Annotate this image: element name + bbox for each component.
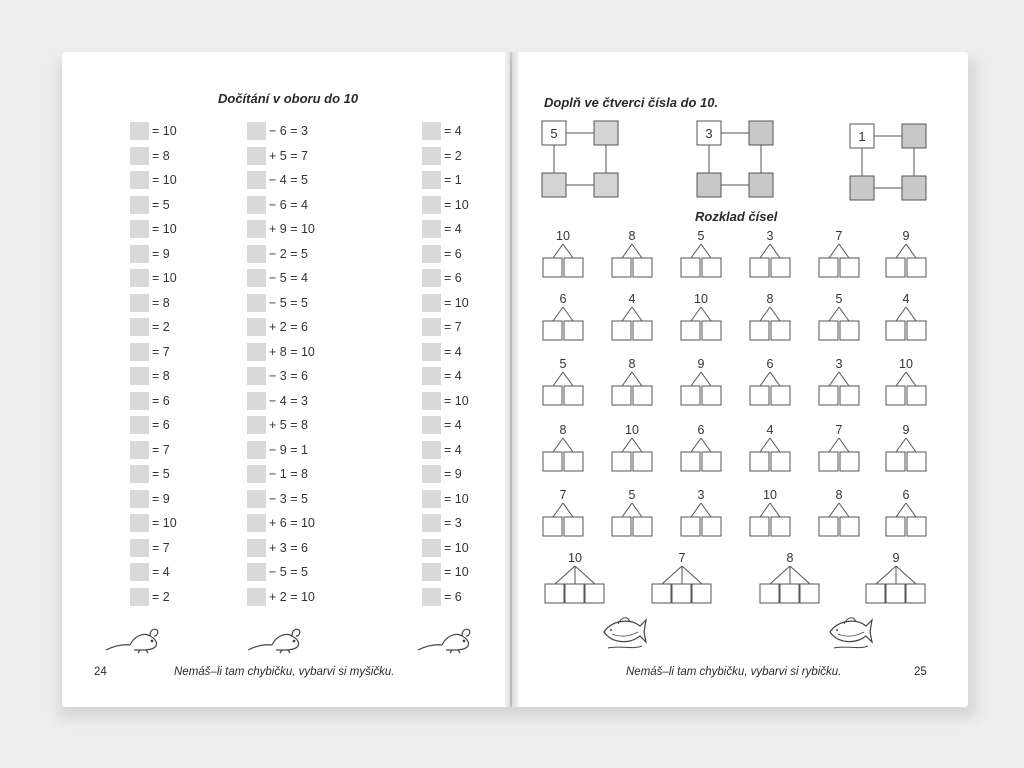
- decomposition-number: 5: [697, 229, 705, 243]
- decomposition-number: 4: [902, 292, 910, 306]
- square-number: 1: [858, 129, 866, 144]
- answer-box-right[interactable]: [633, 321, 652, 340]
- answer-box-right[interactable]: [840, 517, 859, 536]
- answer-box-left[interactable]: [681, 386, 700, 405]
- left-page-footer: Nemáš–li tam chybičku, vybarvi si myšičku.: [174, 666, 395, 678]
- answer-box[interactable]: [565, 584, 584, 603]
- answer-box-right[interactable]: [907, 452, 926, 471]
- equation-suffix: = 4: [444, 418, 462, 432]
- answer-box-left[interactable]: [750, 321, 769, 340]
- decomposition-tree: [886, 357, 926, 405]
- decomposition-number: 9: [902, 229, 910, 243]
- answer-box-right[interactable]: [771, 258, 790, 277]
- answer-box-left[interactable]: [612, 452, 631, 471]
- equation-suffix: = 10: [152, 124, 177, 138]
- equation-suffix: = 10: [152, 173, 177, 187]
- answer-box-left[interactable]: [612, 517, 631, 536]
- answer-box-right[interactable]: [840, 386, 859, 405]
- decomposition-number: 7: [835, 423, 843, 437]
- equation-suffix: = 6: [152, 393, 170, 408]
- answer-box[interactable]: [545, 584, 564, 603]
- decomposition-tree: [886, 488, 926, 536]
- fish-icon[interactable]: [830, 618, 872, 648]
- answer-box-right[interactable]: [633, 517, 652, 536]
- answer-box[interactable]: [760, 584, 779, 603]
- equation-suffix: − 2 = 5: [269, 246, 308, 261]
- equation-suffix: = 10: [152, 222, 177, 236]
- equation-suffix: = 6: [152, 418, 170, 432]
- equation-suffix: = 2: [152, 320, 170, 334]
- answer-box-right[interactable]: [702, 386, 721, 405]
- answer-box-left[interactable]: [886, 452, 905, 471]
- decomposition-number: 4: [766, 423, 774, 437]
- equation-suffix: − 5 = 5: [269, 295, 308, 310]
- right-page-footer: Nemáš–li tam chybičku, vybarvi si rybičku.: [626, 666, 842, 678]
- triple-decomposition-tree: [652, 551, 711, 603]
- answer-box-right[interactable]: [771, 321, 790, 340]
- answer-box-left[interactable]: [886, 321, 905, 340]
- decomposition-tree: [612, 229, 652, 277]
- equation-suffix: = 10: [444, 540, 469, 555]
- equation-suffix: − 4 = 3: [269, 393, 308, 408]
- answer-box-right[interactable]: [633, 258, 652, 277]
- equation-suffix: = 8: [152, 369, 170, 383]
- equation-suffix: − 3 = 6: [269, 369, 308, 383]
- equation-suffix: − 5 = 4: [269, 271, 308, 285]
- decomposition-number: 5: [559, 357, 567, 371]
- answer-box-left[interactable]: [543, 517, 562, 536]
- triple-decomposition-tree: [866, 551, 925, 603]
- decomposition-tree: [819, 423, 859, 471]
- decomposition-number: 7: [678, 551, 686, 565]
- answer-box-left[interactable]: [886, 517, 905, 536]
- answer-box-left[interactable]: [750, 452, 769, 471]
- answer-box[interactable]: [672, 584, 691, 603]
- decomposition-number: 3: [697, 488, 705, 502]
- decomposition-number: 6: [902, 488, 910, 502]
- equation-suffix: + 9 = 10: [269, 222, 315, 236]
- decomposition-number: 7: [835, 229, 843, 243]
- decomposition-number: 9: [892, 551, 900, 565]
- decomposition-number: 10: [625, 423, 639, 437]
- decomposition-tree: [543, 229, 583, 277]
- equation-suffix: = 4: [444, 124, 462, 138]
- answer-box-left[interactable]: [681, 517, 700, 536]
- decomposition-number: 6: [559, 292, 567, 306]
- left-page-number: 24: [94, 666, 107, 678]
- decomposition-tree: [886, 229, 926, 277]
- decomposition-tree: [819, 229, 859, 277]
- decomposition-tree: [681, 488, 721, 536]
- decomposition-tree: [612, 357, 652, 405]
- decomposition-tree: [543, 292, 583, 340]
- decomposition-number: 8: [559, 423, 567, 437]
- square-puzzle: [542, 121, 618, 197]
- answer-box-left[interactable]: [681, 321, 700, 340]
- decomposition-tree: [681, 229, 721, 277]
- equation-suffix: = 2: [444, 148, 462, 163]
- answer-square[interactable]: [902, 124, 926, 148]
- answer-box-left[interactable]: [819, 258, 838, 277]
- decomposition-tree: [543, 357, 583, 405]
- answer-box-right[interactable]: [840, 452, 859, 471]
- decomposition-number: 5: [835, 292, 843, 306]
- decomposition-tree: [750, 357, 790, 405]
- answer-box-left[interactable]: [543, 386, 562, 405]
- decomposition-number: 7: [559, 488, 567, 502]
- decomposition-number: 8: [628, 229, 636, 243]
- equation-suffix: + 2 = 10: [269, 589, 315, 604]
- answer-box-right[interactable]: [702, 517, 721, 536]
- equation-suffix: = 4: [444, 442, 462, 457]
- answer-box-right[interactable]: [702, 452, 721, 471]
- equation-suffix: = 4: [152, 565, 170, 579]
- equation-suffix: = 2: [152, 589, 170, 604]
- decomposition-tree: [750, 488, 790, 536]
- answer-box[interactable]: [906, 584, 925, 603]
- decomposition-number: 8: [835, 488, 843, 502]
- decomposition-tree: [681, 423, 721, 471]
- answer-box-left[interactable]: [750, 517, 769, 536]
- answer-box-left[interactable]: [681, 452, 700, 471]
- equation-suffix: = 8: [152, 148, 170, 163]
- answer-square[interactable]: [594, 173, 618, 197]
- answer-box[interactable]: [692, 584, 711, 603]
- equation-suffix: = 10: [444, 565, 469, 579]
- answer-box-right[interactable]: [907, 258, 926, 277]
- decomposition-number: 10: [763, 488, 777, 502]
- answer-square[interactable]: [749, 173, 773, 197]
- equation-suffix: = 9: [152, 491, 170, 506]
- answer-box-right[interactable]: [702, 321, 721, 340]
- equation-suffix: = 4: [444, 369, 462, 383]
- equation-suffix: = 7: [152, 540, 170, 555]
- decomposition-tree: [750, 292, 790, 340]
- equation-suffix: = 7: [152, 442, 170, 457]
- equation-suffix: = 7: [152, 344, 170, 359]
- equation-suffix: = 1: [444, 173, 462, 187]
- answer-box-left[interactable]: [750, 386, 769, 405]
- equation-suffix: = 4: [444, 344, 462, 359]
- answer-box-right[interactable]: [633, 386, 652, 405]
- decomposition-tree: [819, 488, 859, 536]
- answer-box-left[interactable]: [543, 321, 562, 340]
- decomposition-number: 3: [766, 229, 774, 243]
- square-puzzle: [850, 124, 926, 200]
- square-number: 3: [705, 126, 713, 141]
- decomposition-tree: [886, 292, 926, 340]
- equation-suffix: = 10: [444, 393, 469, 408]
- equation-suffix: + 5 = 7: [269, 148, 308, 163]
- answer-box-right[interactable]: [907, 517, 926, 536]
- equation-suffix: = 7: [444, 320, 462, 334]
- equation-suffix: = 10: [152, 271, 177, 285]
- answer-box[interactable]: [585, 584, 604, 603]
- answer-box-left[interactable]: [612, 321, 631, 340]
- fish-icon[interactable]: [604, 618, 646, 648]
- answer-box-right[interactable]: [771, 452, 790, 471]
- answer-square[interactable]: [850, 176, 874, 200]
- equation-suffix: = 9: [444, 467, 462, 481]
- equation-suffix: + 3 = 6: [269, 540, 308, 555]
- answer-box-left[interactable]: [886, 258, 905, 277]
- equation-suffix: = 6: [444, 589, 462, 604]
- equation-suffix: + 8 = 10: [269, 344, 315, 359]
- decomposition-tree: [681, 292, 721, 340]
- right-page-title: Doplň ve čtverci čísla do 10.: [544, 95, 719, 110]
- answer-box-right[interactable]: [771, 386, 790, 405]
- answer-box-right[interactable]: [564, 517, 583, 536]
- equation-suffix: = 4: [444, 222, 462, 236]
- equation-suffix: = 8: [152, 295, 170, 310]
- answer-box-left[interactable]: [819, 517, 838, 536]
- equation-suffix: = 6: [444, 271, 462, 285]
- answer-box-right[interactable]: [840, 321, 859, 340]
- answer-box-right[interactable]: [907, 386, 926, 405]
- answer-box-right[interactable]: [564, 452, 583, 471]
- answer-box-left[interactable]: [886, 386, 905, 405]
- answer-box[interactable]: [800, 584, 819, 603]
- equation-suffix: = 6: [444, 246, 462, 261]
- right-page-number: 25: [914, 666, 927, 678]
- answer-box[interactable]: [866, 584, 885, 603]
- equation-suffix: − 5 = 5: [269, 565, 308, 579]
- decomposition-number: 10: [556, 229, 570, 243]
- decomposition-number: 3: [835, 357, 843, 371]
- answer-box[interactable]: [780, 584, 799, 603]
- equation-suffix: = 5: [152, 197, 170, 212]
- answer-box[interactable]: [652, 584, 671, 603]
- answer-box-right[interactable]: [907, 321, 926, 340]
- answer-box-right[interactable]: [702, 258, 721, 277]
- answer-square[interactable]: [902, 176, 926, 200]
- equation-suffix: + 6 = 10: [269, 516, 315, 530]
- equation-suffix: = 5: [152, 467, 170, 481]
- answer-box-right[interactable]: [564, 386, 583, 405]
- equation-suffix: − 6 = 4: [269, 197, 308, 212]
- answer-box-right[interactable]: [564, 258, 583, 277]
- answer-square[interactable]: [542, 173, 566, 197]
- answer-box-left[interactable]: [681, 258, 700, 277]
- equation-suffix: − 6 = 3: [269, 124, 308, 138]
- equation-suffix: = 10: [152, 516, 177, 530]
- decomposition-tree: [750, 423, 790, 471]
- decomposition-tree: [612, 292, 652, 340]
- answer-box-left[interactable]: [612, 386, 631, 405]
- answer-square[interactable]: [749, 121, 773, 145]
- answer-box-right[interactable]: [564, 321, 583, 340]
- decomposition-tree: [612, 488, 652, 536]
- answer-box-left[interactable]: [750, 258, 769, 277]
- decomposition-tree: [543, 488, 583, 536]
- decomposition-number: 10: [694, 292, 708, 306]
- answer-box-right[interactable]: [633, 452, 652, 471]
- decomposition-number: 6: [697, 423, 705, 437]
- decomposition-tree: [819, 357, 859, 405]
- decomposition-number: 9: [697, 357, 705, 371]
- equation-suffix: = 9: [152, 246, 170, 261]
- decomposition-number: 8: [766, 292, 774, 306]
- square-number: 5: [550, 126, 558, 141]
- left-page-title: Dočítání v oboru do 10: [218, 91, 359, 106]
- answer-box-left[interactable]: [819, 386, 838, 405]
- answer-box-left[interactable]: [543, 258, 562, 277]
- answer-square[interactable]: [697, 173, 721, 197]
- decomposition-tree: [612, 423, 652, 471]
- answer-box-left[interactable]: [819, 452, 838, 471]
- decomposition-number: 10: [568, 551, 582, 565]
- answer-box-left[interactable]: [543, 452, 562, 471]
- equation-suffix: + 2 = 6: [269, 320, 308, 334]
- equation-suffix: − 4 = 5: [269, 173, 308, 187]
- answer-square[interactable]: [594, 121, 618, 145]
- equation-suffix: − 3 = 5: [269, 491, 308, 506]
- decomposition-number: 8: [628, 357, 636, 371]
- answer-box-left[interactable]: [612, 258, 631, 277]
- decomposition-number: 5: [628, 488, 636, 502]
- triple-decomposition-tree: [545, 551, 604, 603]
- equation-suffix: = 10: [444, 197, 469, 212]
- equation-suffix: − 9 = 1: [269, 442, 308, 457]
- answer-box-left[interactable]: [819, 321, 838, 340]
- decomposition-tree: [819, 292, 859, 340]
- decomposition-tree: [886, 423, 926, 471]
- decomposition-number: 6: [766, 357, 774, 371]
- equation-suffix: = 3: [444, 516, 462, 530]
- decomposition-tree: [750, 229, 790, 277]
- equation-suffix: + 5 = 8: [269, 418, 308, 432]
- answer-box[interactable]: [886, 584, 905, 603]
- equation-suffix: = 10: [444, 491, 469, 506]
- answer-box-right[interactable]: [840, 258, 859, 277]
- decomposition-tree: [543, 423, 583, 471]
- right-page-subtitle: Rozklad čísel: [695, 209, 778, 224]
- triple-decomposition-tree: [760, 551, 819, 603]
- decomposition-tree: [681, 357, 721, 405]
- decomposition-number: 10: [899, 357, 913, 371]
- decomposition-number: 8: [786, 551, 794, 565]
- decomposition-number: 4: [628, 292, 636, 306]
- answer-box-right[interactable]: [771, 517, 790, 536]
- equation-suffix: = 10: [444, 295, 469, 310]
- decomposition-number: 9: [902, 423, 910, 437]
- equation-suffix: − 1 = 8: [269, 467, 308, 481]
- square-puzzle: [697, 121, 773, 197]
